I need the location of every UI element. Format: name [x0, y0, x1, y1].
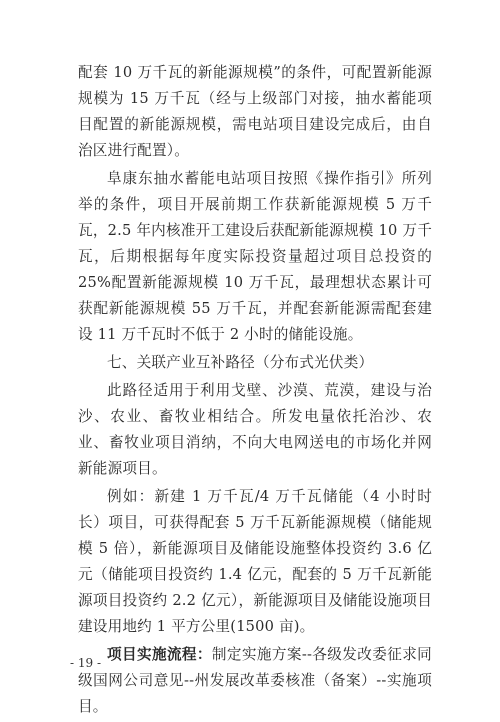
section-heading: 七、关联产业互补路径（分布式光伏类） [107, 354, 374, 371]
paragraph-scope: 此路径适用于利用戈壁、沙漠、荒漠，建设与治沙、农业、畜牧业相结合。所发电量依托治沙、农业、畜牧业项目消纳，不向大电网送电的市场化并网新能源项目。 [78, 382, 432, 477]
process-text: 制定实施方案--各级发改委征求同级国网公司意见--州发展改革委核准（备案）--实施项目。 [78, 646, 432, 715]
document-body [78, 60, 432, 722]
process-label: 项目实施流程： [107, 646, 212, 663]
paragraph-continuation: 配套 10 万千瓦的新能源规模”的条件，可配置新能源规模为 15 万千瓦（经与上级部门对接，抽水蓄能项目配置的新能源规模，需电站项目建设完成后，由自治区进行配置）。 [78, 64, 432, 159]
paragraph-process [78, 642, 432, 720]
page-number: - 19 - [70, 656, 102, 670]
paragraph-example: 例如：新建 1 万千瓦/4 万千瓦储能（4 小时时长）项目，可获得配套 5 万千瓦新能源规模（储能规模 5 倍），新能源项目及储能设施整体投资约 3.6 亿元（储能项目投资约 1.4 亿元，配套的 5 万千瓦新能源项目投资约 2.2 亿元），新能源项目及储能设施项目建设用地约 1 平方公里(1500 亩)。 [78, 488, 432, 635]
paragraph-fukang: 阜康东抽水蓄能电站项目按照《操作指引》所列举的条件，项目开展前期工作获新能源规模 5 万千瓦，2.5 年内核准开工建设后获配新能源规模 10 万千瓦，后期根据每年度实际投资量超过项目总投资的 25%配置新能源规模 10 万千瓦，最理想状态累计可获配新能源规模 55 万千瓦，并配套新能源需配套建设 11 万千瓦时不低于 2 小时的储能设施。 [78, 170, 432, 343]
